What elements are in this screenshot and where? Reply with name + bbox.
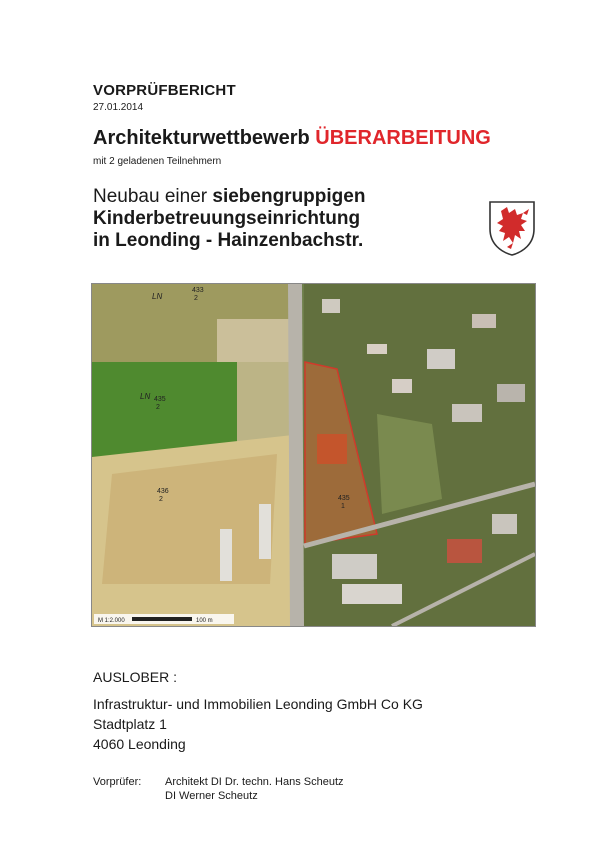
sponsor-street: Stadtplatz 1: [93, 716, 167, 732]
sponsor-name: Infrastruktur- und Immobilien Leonding GmbH Co KG: [93, 696, 423, 712]
competition-title: [93, 127, 491, 150]
report-label: VORPRÜFBERICHT: [93, 82, 236, 99]
building: [342, 584, 402, 604]
label-parcel-site-sub: 1: [341, 503, 345, 510]
building: [497, 384, 525, 402]
competition-highlight: ÜBERARBEITUNG: [315, 127, 491, 149]
aerial-site-map: [91, 283, 536, 627]
label-ln-top: LN: [152, 292, 163, 301]
sponsor-city: 4060 Leonding: [93, 736, 186, 752]
building-long: [259, 504, 271, 559]
scale-bar-label: 100 m: [196, 618, 213, 624]
project-line1-bold: siebengruppigen: [212, 186, 366, 207]
building: [332, 554, 377, 579]
building: [472, 314, 496, 328]
sponsor-address: [93, 694, 423, 754]
scale-bar: [132, 617, 192, 621]
label-parcel-436-sub: 2: [159, 496, 163, 503]
field-east: [377, 414, 442, 514]
sponsor-label: AUSLOBER :: [93, 669, 178, 685]
building: [392, 379, 412, 393]
field-harvested-inner: [102, 454, 277, 584]
reviewer-first: Architekt DI Dr. techn. Hans Scheutz: [165, 776, 344, 788]
scale-label: M 1:2.000: [98, 618, 125, 624]
project-line3: in Leonding - Hainzenbachstr.: [93, 230, 364, 251]
building: [427, 349, 455, 369]
building: [367, 344, 387, 354]
label-parcel-436: 436: [157, 488, 169, 495]
building-red-roof: [447, 539, 482, 563]
reviewers: [93, 775, 344, 803]
report-date: 27.01.2014: [93, 102, 144, 113]
building-long: [220, 529, 232, 581]
project-title: [93, 186, 365, 252]
label-parcel-435: 435: [154, 396, 166, 403]
building: [322, 299, 340, 313]
label-parcel-433: 433: [192, 287, 204, 294]
label-ln-mid: LN: [140, 392, 151, 401]
reviewers-label: Vorprüfer:: [93, 776, 142, 788]
building: [492, 514, 517, 534]
participants-note: mit 2 geladenen Teilnehmern: [93, 156, 222, 167]
main-road: [288, 284, 304, 626]
label-parcel-435-sub: 2: [156, 404, 160, 411]
project-line1-prefix: Neubau einer: [93, 186, 208, 207]
competition-prefix: Architekturwettbewerb: [93, 127, 310, 149]
coat-of-arms-icon: [487, 199, 537, 257]
label-parcel-433-sub: 2: [194, 295, 198, 302]
site-court: [317, 434, 347, 464]
field-green: [92, 362, 237, 457]
building: [452, 404, 482, 422]
label-parcel-site: 435: [338, 495, 350, 502]
project-line2: Kinderbetreuungseinrichtung: [93, 208, 361, 229]
reviewer-second: DI Werner Scheutz: [165, 790, 258, 802]
